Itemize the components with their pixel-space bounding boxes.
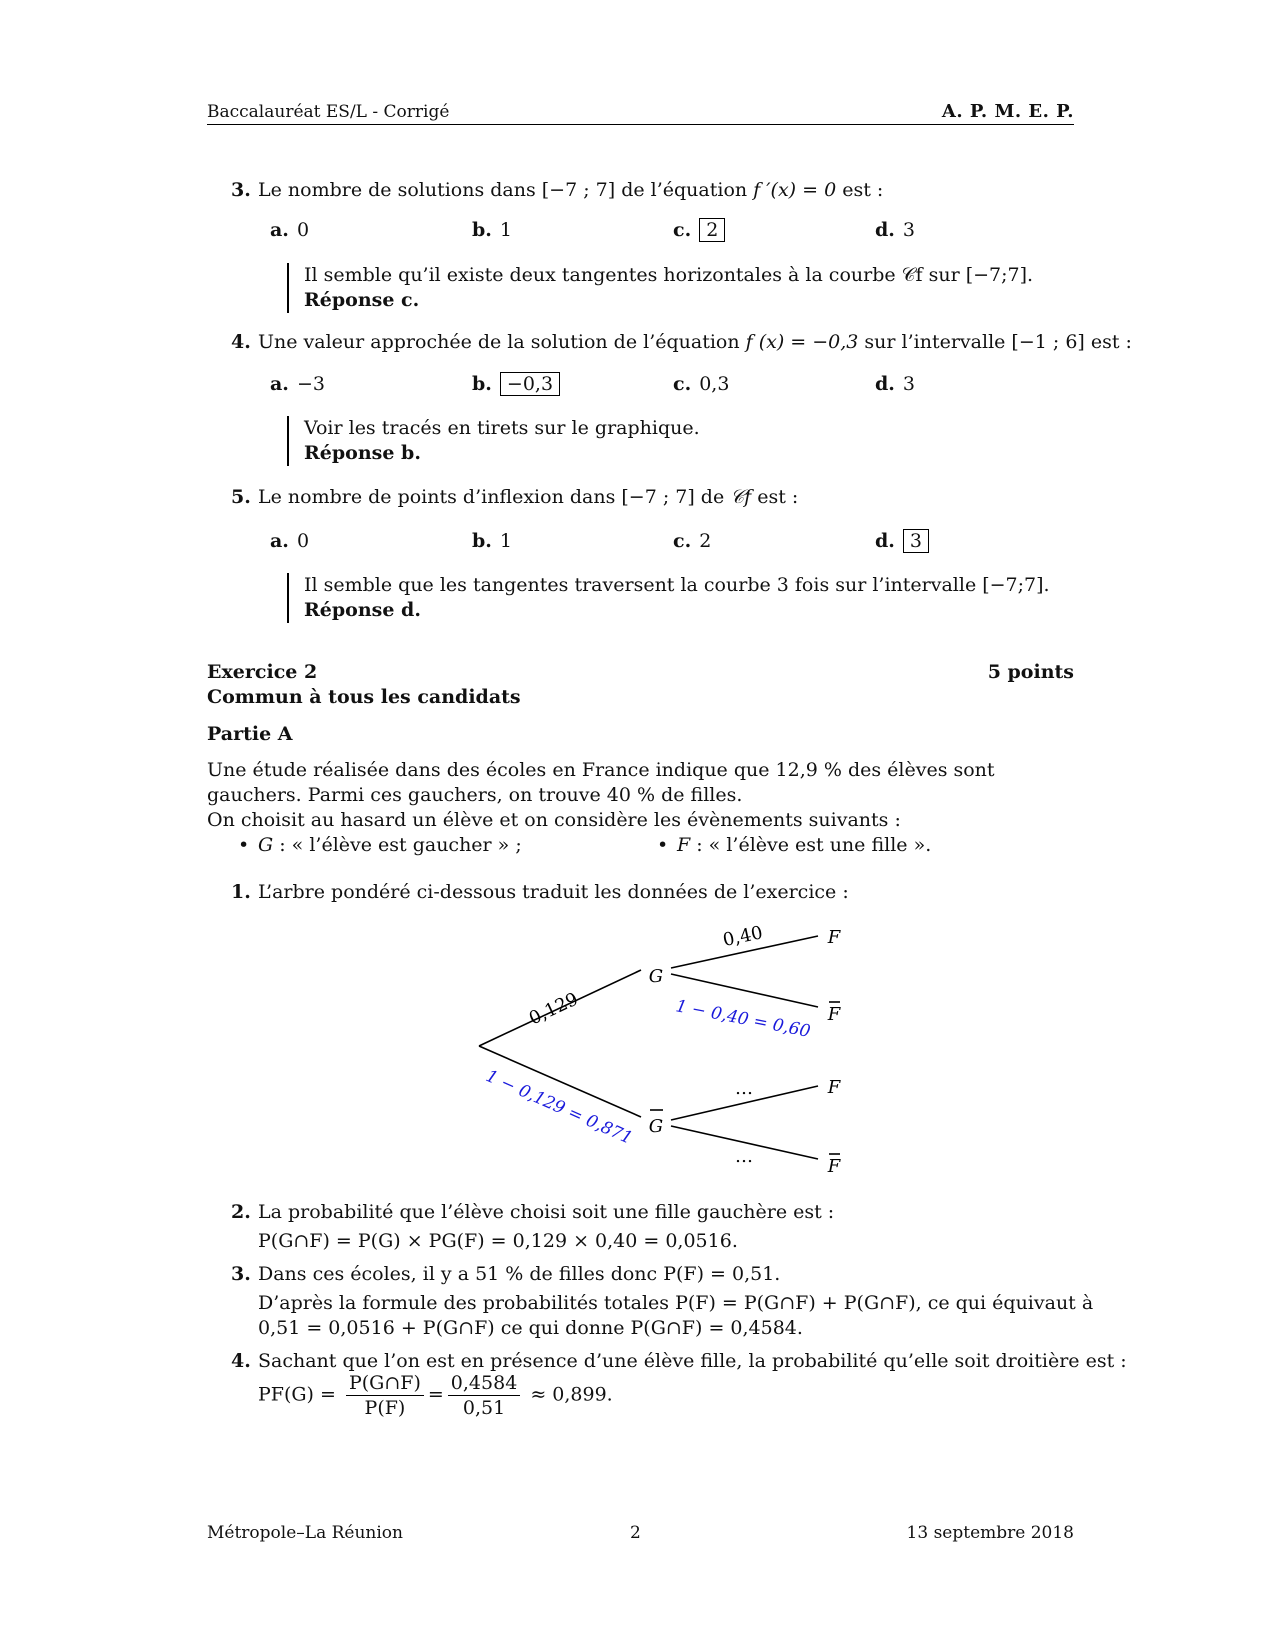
- footer-right: 13 septembre 2018: [906, 1523, 1074, 1543]
- exercise-question-3: [231, 1262, 780, 1287]
- event-g: • G : « l’élève est gaucher » ;: [258, 833, 522, 858]
- note-text: Voir les tracés en tirets sur le graphique.: [304, 417, 700, 439]
- part-title: Partie A: [207, 723, 293, 745]
- q4-result: ≈ 0,899.: [530, 1383, 613, 1406]
- exercise-points: 5 points: [987, 661, 1074, 683]
- question-text: Une valeur approchée de la solution de l’équation: [258, 331, 746, 353]
- event-f: • F : « l’élève est une fille ».: [677, 833, 931, 858]
- header-left: Baccalauréat ES/L - Corrigé: [207, 102, 450, 122]
- weight-g: 0,129: [525, 988, 582, 1030]
- question-math: 𝒞f: [730, 486, 752, 508]
- weight-gbar-f: …: [735, 1078, 753, 1099]
- intro-events: On choisit au hasard un élève et on considère les évènements suivants :: [207, 809, 901, 831]
- option-c: c. 2: [673, 218, 725, 243]
- note-text: Il semble qu’il existe deux tangentes horizontales à la courbe 𝒞f sur [−7;7].: [304, 264, 1034, 286]
- leaf-f1: F: [827, 927, 841, 948]
- weight-gbar: 1 − 0,129 = 0,871: [482, 1066, 636, 1149]
- option-d: d. 3: [875, 529, 929, 554]
- weight-g-fbar: 1 − 0,40 = 0,60: [673, 996, 812, 1042]
- question-number: 4.: [231, 1350, 251, 1372]
- note-text: Il semble que les tangentes traversent la courbe 3 fois sur l’intervalle [−7;7].: [304, 574, 1050, 596]
- question-text: Dans ces écoles, il y a 51 % de filles donc P(F) = 0,51.: [258, 1263, 781, 1285]
- note-answer: Réponse d.: [304, 599, 421, 621]
- fraction-1: $\frac{P(G\cap F)}{P(F)}$: [346, 1371, 424, 1420]
- question-number: 1.: [231, 881, 251, 903]
- header-right: A. P. M. E. P.: [941, 101, 1074, 122]
- weight-g-f: 0,40: [721, 922, 765, 952]
- leaf-fbar1: F: [827, 1004, 841, 1025]
- leaf-f2: F: [827, 1077, 841, 1098]
- intro-paragraph: Une étude réalisée dans des écoles en France indique que 12,9 % des élèves sont gauchers. Parmi ces gauchers, on trouve 40 % de filles.: [207, 759, 995, 806]
- exercise-question-2: [231, 1200, 834, 1225]
- question-number: 3.: [231, 1263, 251, 1285]
- option-d: d. 3: [875, 373, 915, 395]
- question-text: La probabilité que l’élève choisi soit une fille gauchère est :: [258, 1201, 835, 1223]
- q2-formula: P(G∩F) = P(G) × PG(F) = 0,129 × 0,40 = 0,0516.: [258, 1230, 738, 1252]
- option-b: b. 1: [472, 530, 512, 552]
- option-b: b. 1: [472, 219, 512, 241]
- leaf-fbar2: F: [827, 1156, 841, 1177]
- question-text-end: est :: [836, 179, 884, 201]
- q3-line3: 0,51 = 0,0516 + P(G∩F) ce qui donne P(G∩F) = 0,4584.: [258, 1317, 803, 1339]
- node-gbar: G: [648, 1116, 664, 1137]
- question-text: Le nombre de points d’inflexion dans [−7 ; 7] de: [258, 486, 731, 508]
- option-a: a. 0: [270, 219, 310, 241]
- footer-left: Métropole–La Réunion: [207, 1523, 403, 1543]
- question-text-end: sur l’intervalle [−1 ; 6] est :: [858, 331, 1132, 353]
- question-number: 2.: [231, 1201, 251, 1223]
- option-c: c. 0,3: [673, 373, 730, 395]
- fraction-2: $\frac{0,4584}{0,51}$: [448, 1371, 520, 1420]
- page-number: 2: [630, 1523, 641, 1543]
- exercise-subtitle: Commun à tous les candidats: [207, 686, 521, 708]
- q4-lhs: PF(G) =: [258, 1383, 336, 1406]
- question-math: f (x) = −0,3: [745, 331, 859, 353]
- node-g: G: [648, 966, 664, 987]
- question-number: 3.: [231, 179, 251, 201]
- option-d: d. 3: [875, 219, 915, 241]
- question-number: 4.: [231, 331, 251, 353]
- question-text: L’arbre pondéré ci-dessous traduit les données de l’exercice :: [258, 881, 849, 903]
- question-number: 5.: [231, 486, 251, 508]
- question-text: Le nombre de solutions dans [−7 ; 7] de l’équation: [258, 179, 754, 201]
- option-b: b. −0,3: [472, 372, 560, 397]
- option-a: a. −3: [270, 373, 325, 395]
- exercise-title: Exercice 2: [207, 661, 318, 683]
- note-answer: Réponse b.: [304, 442, 421, 464]
- question-math: f ′(x) = 0: [753, 179, 837, 201]
- note-answer: Réponse c.: [304, 289, 420, 311]
- q4-formula: PF(G) = $\frac{P(G\cap F)}{P(F)}$ = $\frac{0,4584}{0,51}$ ≈ 0,899.: [258, 1372, 613, 1419]
- option-c: c. 2: [673, 530, 712, 552]
- q3-line2: D’après la formule des probabilités totales P(F) = P(G∩F) + P(G∩F), ce qui équivaut à: [258, 1292, 1094, 1314]
- question-text: Sachant que l’on est en présence d’une élève fille, la probabilité qu’elle soit droitière est :: [258, 1350, 1127, 1372]
- question-text-end: est :: [751, 486, 799, 508]
- weight-gbar-fbar: …: [735, 1146, 753, 1167]
- option-a: a. 0: [270, 530, 310, 552]
